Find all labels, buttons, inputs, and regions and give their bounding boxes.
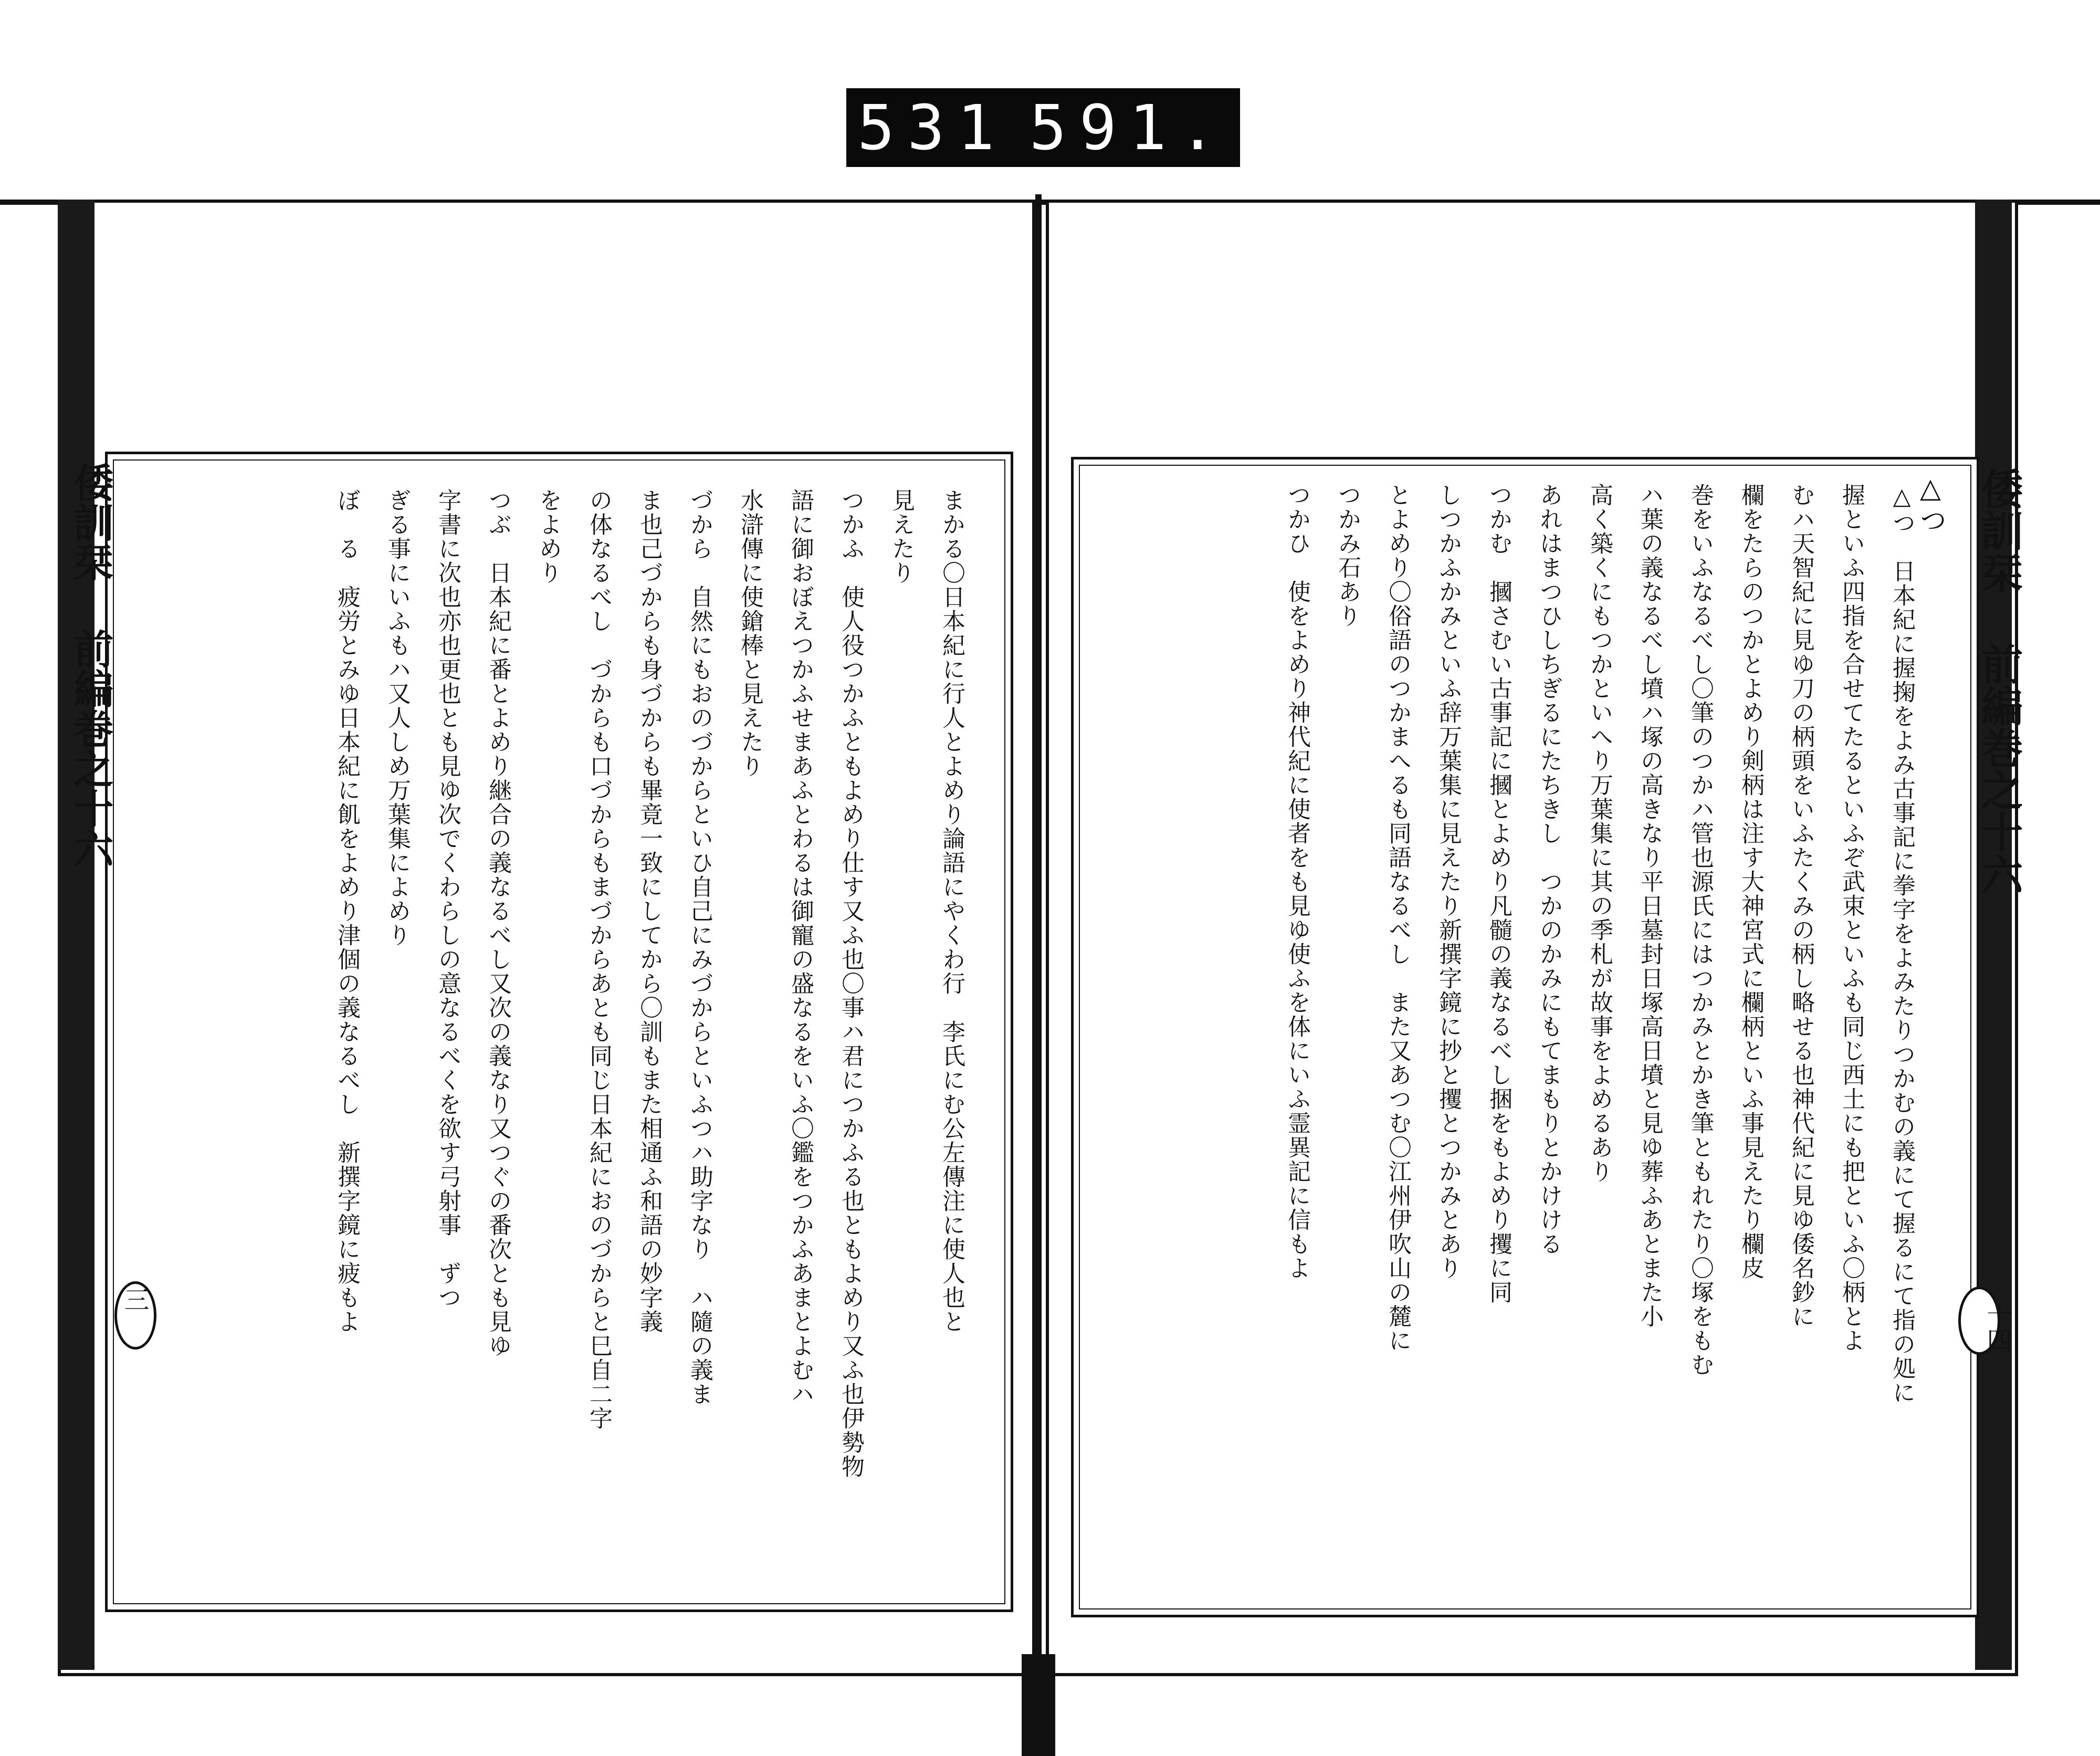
text-column: の体なるべし づからも口づからもまづからあとも同じ日本紀におのづからと巳自二字 — [585, 488, 612, 1430]
text-column: 巻をいふなるべし〇筆のつかハ管也源氏にはつかみとかき筆ともれたり〇塚をもむ — [1687, 483, 1714, 1377]
text-column: 高く築くにもつかといへり万葉集に其の季札が故事をよめるあり — [1586, 483, 1613, 1184]
text-column: △つ 日本紀に握掬をよみ古事記に拳字をよみたりつかむの義にて握るにて指の処に — [1888, 483, 1915, 1405]
catalog-label — [846, 88, 1240, 167]
book-spine — [1035, 194, 1042, 1756]
text-column: むハ天智紀に見ゆ刀の柄頭をいふたくみの柄し略せる也神代紀に見ゆ倭名鈔に — [1788, 483, 1814, 1329]
text-column: 見えたり — [888, 488, 915, 585]
text-column: ま也己づからも身づからも畢竟一致にしてから〇訓もまた相通ふ和語の妙字義 — [636, 488, 663, 1334]
text-column: 欄をたらのつかとよめり剣柄は注す大神宮式に欄柄といふ事見えたり欄皮 — [1737, 483, 1764, 1280]
left-page-text — [158, 488, 976, 1581]
text-column: 握といふ四指を合せてたるといふぞ武束といふも同じ西土にも把といふ〇柄とよ — [1838, 483, 1865, 1353]
text-column: あれはまつひしちぎるにたちきし つかのかみにもてまもりとかけける — [1536, 483, 1562, 1256]
right-folio: 十四 — [1982, 1302, 2012, 1353]
text-column: 字書に次也亦也更也とも見ゆ次でくわらしの意なるべくを欲す弓射事 ずつ — [434, 488, 461, 1310]
section-mark: △つ — [1915, 473, 1946, 536]
left-running-head: 倭訓栞 前編巻之十六 — [67, 462, 114, 868]
text-column: つぶ 日本紀に番とよめり継合の義なるべし又次の義なり又つぐの番次とも見ゆ — [485, 488, 511, 1358]
text-column: づから 自然にもおのづからといひ自己にみづからといふつハ助字なり ハ隨の義ま — [686, 488, 713, 1406]
text-column: 水滸傳に使鎗棒と見えたり — [737, 488, 763, 778]
text-column: まかる〇日本紀に行人とよめり論語にやくわ行 李氏にむ公左傳注に使人也と — [938, 488, 965, 1334]
text-column: をよめり — [535, 488, 562, 585]
spine-tab — [1022, 1654, 1055, 1756]
text-column: ハ葉の義なるべし墳ハ塚の高きなり平日墓封日塚高日墳と見ゆ葬ふあとまた小 — [1636, 483, 1663, 1329]
text-column: つかみ石あり — [1334, 483, 1361, 628]
text-column: 語に御おぼえつかふせまあふとわるは御寵の盛なるをいふ〇鑑をつかふあまとよむハ — [787, 488, 814, 1406]
text-column: つかひ 使をよめり神代紀に使者をも見ゆ使ふを体にいふ霊異記に信もよ — [1284, 483, 1310, 1280]
text-column: ぎる事にいふもハ又人しめ万葉集によめり — [384, 488, 411, 947]
left-folio: 三 — [120, 1287, 149, 1312]
text-column: つかむ 摑さむい古事記に摑とよめり凡髓の義なるべし捆をもよめり攫に同 — [1485, 483, 1512, 1304]
text-column: ぼ る 疲労とみゆ日本紀に飢をよめり津個の義なるべし 新撰字鏡に疲もよ — [333, 488, 360, 1334]
right-page-text — [1108, 483, 1927, 1581]
text-column: つかふ 使人役つかふともよめり仕す又ふ也〇事ハ君につかふる也ともよめり又ふ也伊勢物 — [837, 488, 864, 1479]
catalog-number-right: 591. — [1029, 91, 1229, 164]
text-column: しつかふかみといふ辞万葉集に見えたり新撰字鏡に抄と攫とつかみとあり — [1435, 483, 1462, 1280]
text-column: とよめり〇俗語のつかまへるも同語なるべし また又あつむ〇江州伊吹山の麓に — [1384, 483, 1411, 1353]
catalog-number-left: 531 — [857, 91, 1007, 164]
right-running-head: 倭訓栞 前編巻之十六 — [1974, 467, 2023, 895]
